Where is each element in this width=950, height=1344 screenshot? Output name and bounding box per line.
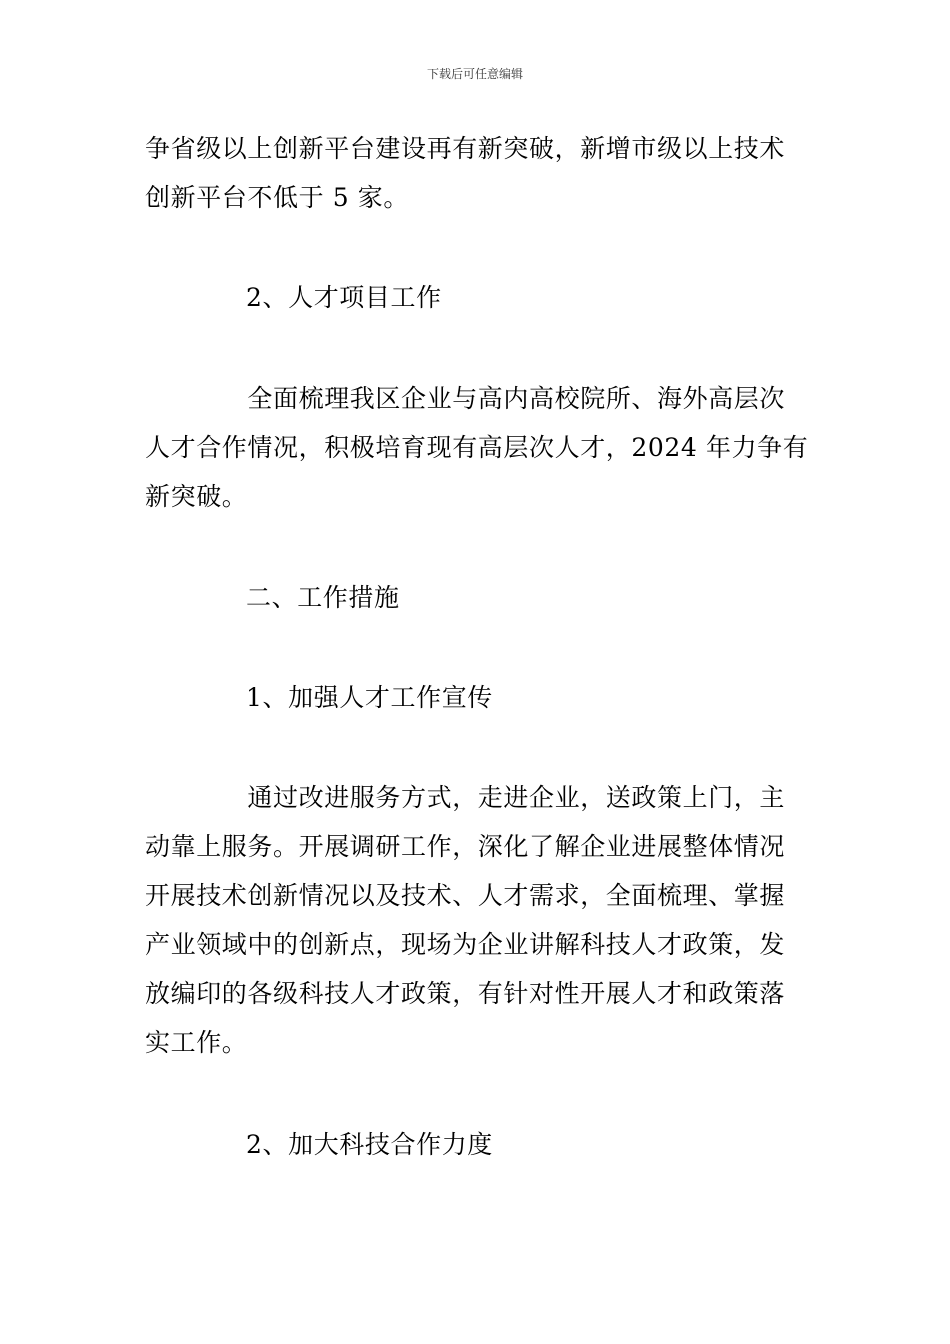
heading-talent-publicity: 1、加强人才工作宣传	[246, 683, 493, 712]
paragraph-line: 动靠上服务。开展调研工作，深化了解企业进展整体情况	[145, 832, 786, 861]
page-header: 下载后可任意编辑	[426, 67, 523, 81]
heading-talent-projects: 2、人才项目工作	[246, 283, 442, 312]
paragraph-line: 争省级以上创新平台建设再有新突破，新增市级以上技术	[145, 134, 786, 163]
paragraph-line: 通过改进服务方式，走进企业，送政策上门，主	[145, 783, 786, 812]
paragraph-line: 放编印的各级科技人才政策，有针对性开展人才和政策落	[145, 979, 786, 1008]
paragraph-line: 人才合作情况，积极培育现有高层次人才，2024 年力争有	[145, 433, 809, 462]
paragraph-line: 创新平台不低于 5 家。	[145, 183, 410, 212]
paragraph-line: 开展技术创新情况以及技术、人才需求，全面梳理、掌握	[145, 881, 786, 910]
heading-work-measures: 二、工作措施	[246, 583, 400, 612]
paragraph-line: 产业领域中的创新点，现场为企业讲解科技人才政策，发	[145, 930, 786, 959]
paragraph-line: 实工作。	[145, 1028, 248, 1057]
paragraph-line: 新突破。	[145, 482, 248, 511]
heading-tech-cooperation: 2、加大科技合作力度	[246, 1130, 493, 1159]
paragraph-service-methods	[145, 773, 805, 1067]
paragraph-talent-cooperation	[145, 374, 809, 521]
paragraph-line: 全面梳理我区企业与高内高校院所、海外高层次	[145, 384, 786, 413]
paragraph-platform-goal	[145, 124, 805, 222]
